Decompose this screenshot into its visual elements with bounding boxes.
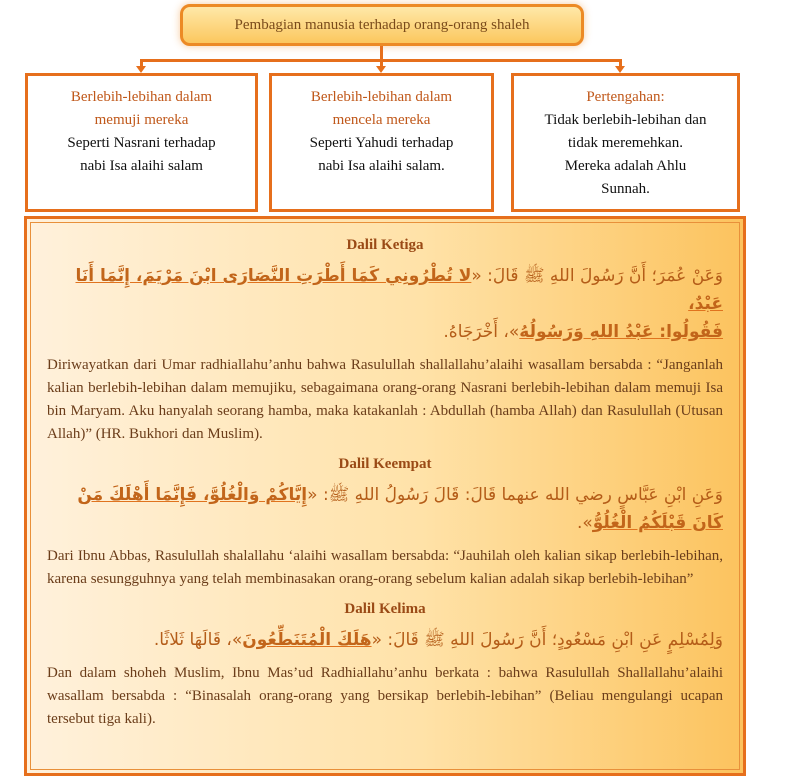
category-box-middle [511,73,740,212]
arabic-line: وَعَنِ ابْنِ عَبَّاسٍ رضي الله عنهما قَالَ: قَالَ رَسُولُ اللهِ ﷺ: «إِيَّاكُمْ وَالْغُلُوَّ، فَإِنَّمَا أَهْلَكَ مَنْ كَانَ قَبْلَكُمُ الْغُلُوُّ». [77,485,723,533]
category-description: Seperti Yahudi terhadap nabi Isa alaihi salam. [309,135,454,174]
category-title: Pertengahan: [586,89,665,105]
arabic-line: وَلِمُسْلِمٍ عَنِ ابْنِ مَسْعُودٍ؛ أَنَّ رَسُولَ اللهِ ﷺ قَالَ: «هَلَكَ الْمُتَنَطِّعُونَ»، قَالَهَا ثَلاثًا. [153,630,723,650]
category-description: Seperti Nasrani terhadap nabi Isa alaihi salam [67,135,216,174]
arrow-middle-icon [376,66,386,73]
arabic-line: فَقُولُوا: عَبْدُ اللهِ وَرَسُولُهُ»، أَخْرَجَاهُ. [443,322,723,342]
translation-ketiga: Diriwayatkan dari Umar radhiallahu’anhu bahwa Rasulullah shallallahu’alaihi wasallam bersabda : “Janganlah kalian berlebih-lebihan dalam memujiku, sebagaimana orang-orang Nasrani berlebih-lebihan dalam memuji Isa bin Maryam. Aku hanyalah seorang hamba, maka katakanlah : Abdullah (hamba Allah) dan Rasulullah (Utusan Allah)” (HR. Bukhori dan Muslim). [47,357,723,442]
dalil-panel-inner [30,222,740,770]
category-description: Tidak berlebih-lebihan dan tidak meremehkan. Mereka adalah Ahlu Sunnah. [544,112,707,197]
dalil-panel [24,216,746,776]
dalil-heading-kelima: Dalil Kelima [344,601,426,617]
arabic-highlight: فَقُولُوا: عَبْدُ اللهِ وَرَسُولُهُ [519,322,723,342]
category-title: Berlebih-lebihan dalam mencela mereka [310,89,453,128]
arabic-text-ketiga [47,262,723,346]
arabic-text-kelima [47,626,723,654]
dalil-heading-keempat: Dalil Keempat [338,456,432,472]
connector-trunk [380,46,383,60]
translation-keempat: Dari Ibnu Abbas, Rasulullah shalallahu ‘alaihi wasallam bersabda: “Jauhilah oleh kalian sikap berlebih-lebihan, karena sesungguhnya yang telah membinasakan orang-orang sebelum kalian adalah sikap berlebih-lebihan” [47,548,723,587]
diagram-title [180,4,584,46]
translation-kelima: Dan dalam shoheh Muslim, Ibnu Mas’ud Radhiallahu’anhu berkata : bahwa Rasulullah Shallallahu’alaihi wasallam bersabda : “Binasalah orang-orang yang bersikap berlebih-lebihan” (Beliau mengulangi ucapan tersebut tiga kali). [47,665,723,727]
category-box-praise [25,73,258,212]
arabic-highlight: إِيَّاكُمْ وَالْغُلُوَّ، فَإِنَّمَا أَهْلَكَ مَنْ كَانَ قَبْلَكُمُ الْغُلُوُّ [77,485,723,533]
arrow-right-icon [615,66,625,73]
category-box-criticize [269,73,494,212]
arabic-highlight: لا تُطْرُونِي كَمَا أَطْرَتِ النَّصَارَى ابْنَ مَرْيَمَ، إِنَّمَا أَنَا عَبْدٌ، [75,266,723,314]
category-title: Berlebih-lebihan dalam memuji mereka [70,89,213,128]
diagram-title-text: Pembagian manusia terhadap orang-orang shaleh [234,16,530,33]
arrow-left-icon [136,66,146,73]
arabic-line: وَعَنْ عُمَرَ؛ أَنَّ رَسُولَ اللهِ ﷺ قَالَ: «لا تُطْرُونِي كَمَا أَطْرَتِ النَّصَارَى ابْنَ مَرْيَمَ، إِنَّمَا أَنَا عَبْدٌ، [75,266,723,314]
dalil-heading-ketiga: Dalil Ketiga [346,237,424,253]
arabic-text-keempat [47,481,723,537]
arabic-highlight: هَلَكَ الْمُتَنَطِّعُونَ [242,630,372,650]
